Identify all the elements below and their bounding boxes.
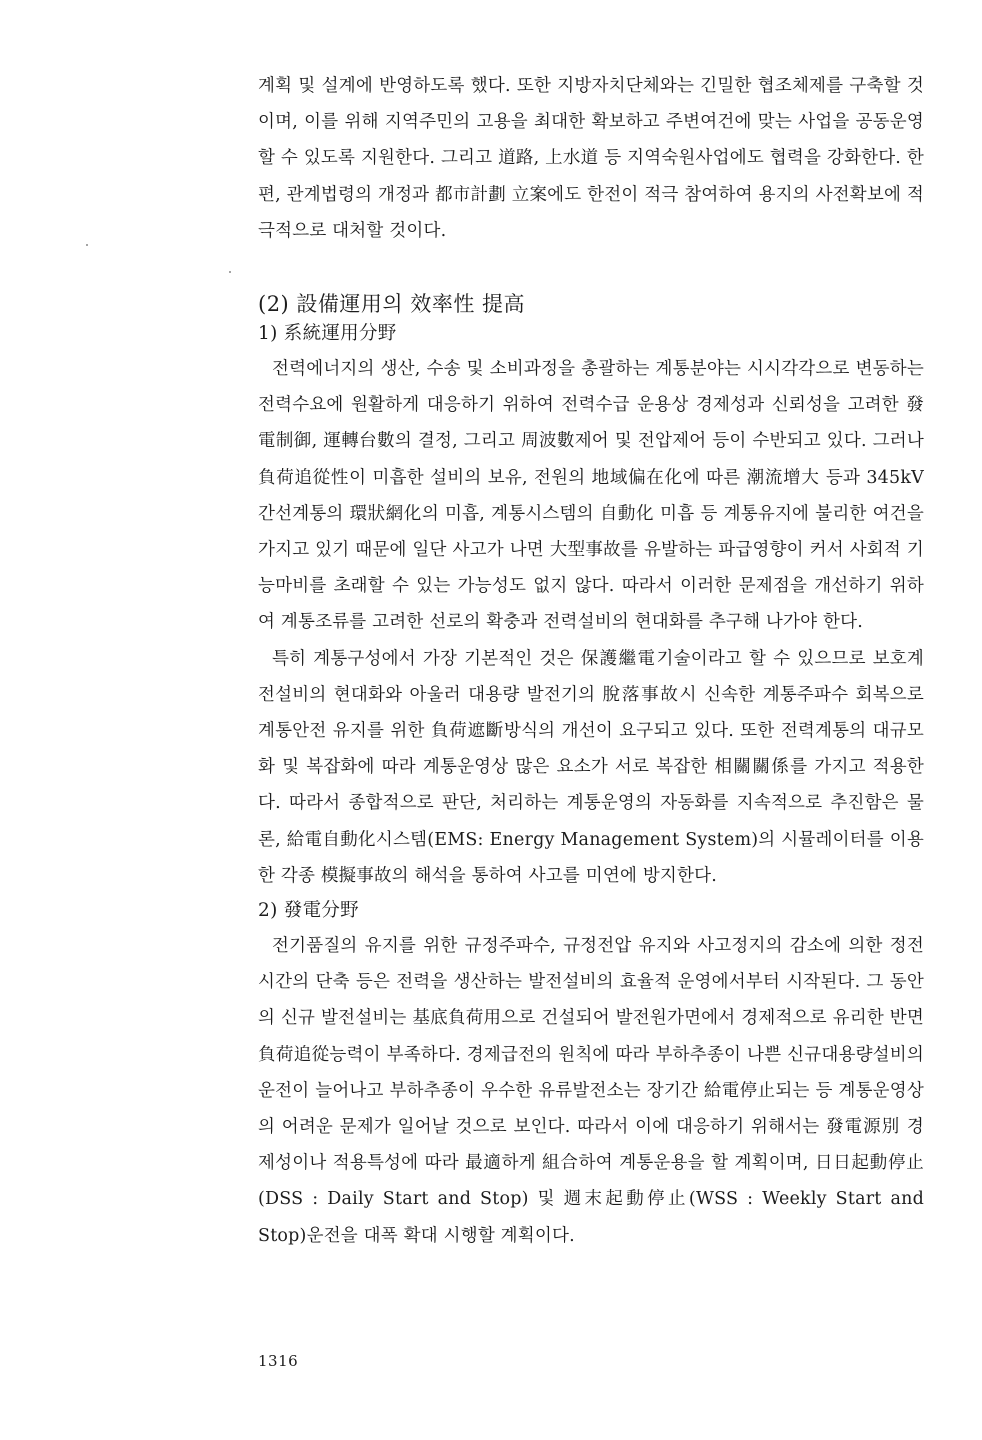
subsection-heading-system-operation: 1) 系統運用分野: [258, 323, 397, 345]
system-operation-paragraph-2: 특히 계통구성에서 가장 기본적인 것은 保護繼電기술이라고 할 수 있으므로 보호계전설비의 현대화와 아울러 대용량 발전기의 脫落事故시 신속한 계통주파수 회복으로 계통안전 유지를 위한 負荷遮斷방식의 개선이 요구되고 있다. 또한 전력계통의 대규모화 및 복잡화에 따라 계통운영상 많은 요소가 서로 복잡한 相關關係를 가지고 적용한다. 따라서 종합적으로 판단, 처리하는 계통운영의 자동화를 지속적으로 추진함은 물론, 給電自動化시스템(EMS: Energy Management System)의 시뮬레이터를 이용한 각종 模擬事故의 해석을 통하여 사고를 미연에 방지한다.: [258, 648, 924, 886]
scan-speck: [229, 271, 231, 273]
page-number: 1316: [258, 1352, 299, 1370]
subsection-heading-power-generation: 2) 發電分野: [258, 900, 359, 922]
scan-speck: [86, 244, 88, 246]
intro-paragraph: 계획 및 설계에 반영하도록 했다. 또한 지방자치단체와는 긴밀한 협조체제를 구축할 것이며, 이를 위해 지역주민의 고용을 최대한 확보하고 주변여건에 맞는 사업을 공동운영할 수 있도록 지원한다. 그리고 道路, 上水道 등 지역숙원사업에도 협력을 강화한다. 한편, 관계법령의 개정과 都市計劃 立案에도 한전이 적극 참여하여 용지의 사전확보에 적극적으로 대처할 것이다.: [258, 76, 924, 241]
power-generation-paragraph-1: 전기품질의 유지를 위한 규정주파수, 규정전압 유지와 사고정지의 감소에 의한 정전시간의 단축 등은 전력을 생산하는 발전설비의 효율적 운영에서부터 시작된다. 그 동안의 신규 발전설비는 基底負荷用으로 건설되어 발전원가면에서 경제적으로 유리한 반면 負荷追從능력이 부족하다. 경제급전의 원칙에 따라 부하추종이 나쁜 신규대용량설비의 운전이 늘어나고 부하추종이 우수한 유류발전소는 장기간 給電停止되는 등 계통운영상의 어려운 문제가 일어날 것으로 보인다. 따라서 이에 대응하기 위해서는 發電源別 경제성이나 적용특성에 따라 最適하게 組合하여 계통운용을 할 계획이며, 日日起動停止(DSS : Daily Start and Stop) 및 週末起動停止(WSS : Weekly Start and Stop)운전을 대폭 확대 시행할 계획이다.: [258, 936, 924, 1246]
section-heading: (2) 設備運用의 效率性 提高: [258, 292, 526, 317]
system-operation-paragraph-1: 전력에너지의 생산, 수송 및 소비과정을 총괄하는 계통분야는 시시각각으로 변동하는 전력수요에 원활하게 대응하기 위하여 전력수급 운용상 경제성과 신뢰성을 고려한 發電制御, 運轉台數의 결정, 그리고 周波數제어 및 전압제어 등이 수반되고 있다. 그러나 負荷追從性이 미흡한 설비의 보유, 전원의 地域偏在化에 따른 潮流增大 등과 345kV 간선계통의 環狀網化의 미흡, 계통시스템의 自動化 미흡 등 계통유지에 불리한 여건을 가지고 있기 때문에 일단 사고가 나면 大型事故를 유발하는 파급영향이 커서 사회적 기능마비를 초래할 수 있는 가능성도 없지 않다. 따라서 이러한 문제점을 개선하기 위하여 계통조류를 고려한 선로의 확충과 전력설비의 현대화를 추구해 나가야 한다.: [258, 359, 924, 633]
document-page: [258, 68, 924, 1254]
